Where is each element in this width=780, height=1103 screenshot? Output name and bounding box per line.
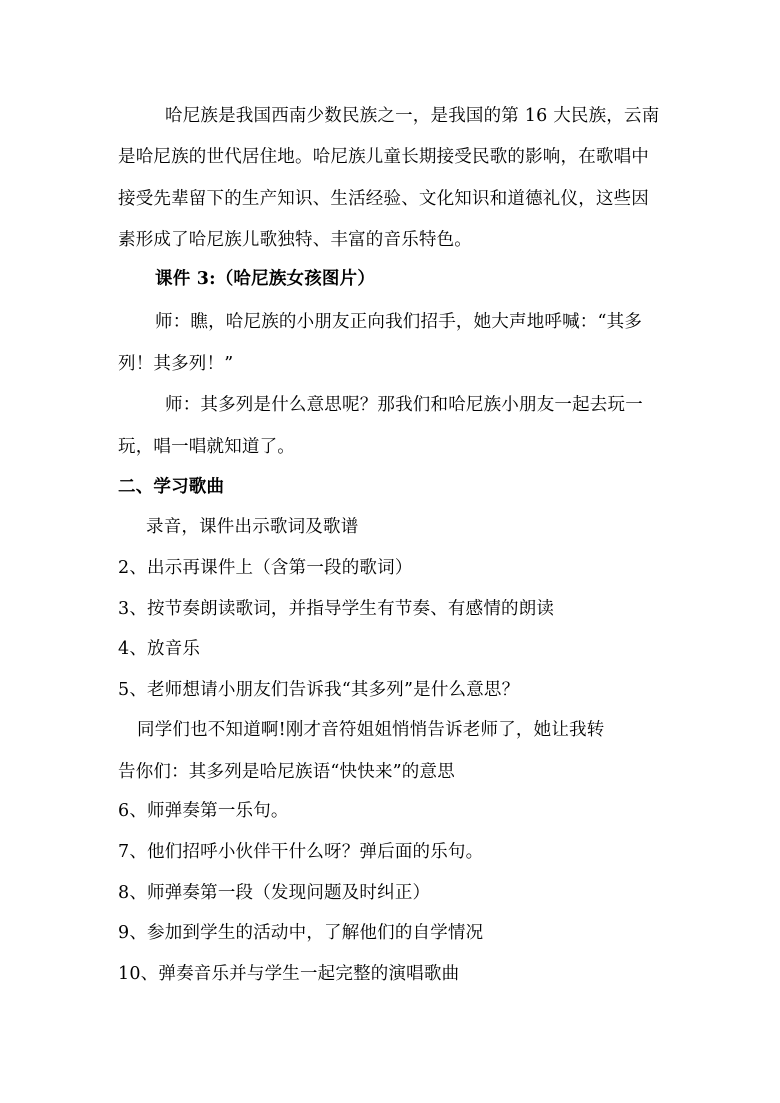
teacher-question-line-2: 玩，唱一唱就知道了。 xyxy=(118,437,295,457)
intro-line-2: 是哈尼族的世代居住地。哈尼族儿童长期接受民歌的影响，在歌唱中 xyxy=(118,147,649,167)
step-2: 2、出示再课件上（含第一段的歌词） xyxy=(118,558,413,578)
intro-line-3: 接受先辈留下的生产知识、生活经验、文化知识和道德礼仪，这些因 xyxy=(118,189,649,209)
courseware-heading: 课件 3:（哈尼族女孩图片） xyxy=(155,269,376,289)
intro-line-4: 素形成了哈尼族儿歌独特、丰富的音乐特色。 xyxy=(118,230,472,250)
step-8: 8、师弹奏第一段（发现问题及时纠正） xyxy=(118,883,431,903)
step-9: 9、参加到学生的活动中，了解他们的自学情况 xyxy=(118,923,484,943)
explanation-line-1: 同学们也不知道啊!刚才音符姐姐悄悄告诉老师了，她让我转 xyxy=(137,720,605,740)
step-4: 4、放音乐 xyxy=(118,639,201,659)
teacher-call-line-1: 师：瞧，哈尼族的小朋友正向我们招手，她大声地呼喊：“其多 xyxy=(155,312,643,332)
teacher-call-line-2: 列！其多列！” xyxy=(118,354,234,374)
step-10: 10、弹奏音乐并与学生一起完整的演唱歌曲 xyxy=(118,964,460,984)
step-6: 6、师弹奏第一乐句。 xyxy=(118,801,289,821)
recording-line: 录音，课件出示歌词及歌谱 xyxy=(146,517,359,537)
step-5: 5、老师想请小朋友们告诉我“其多列”是什么意思？ xyxy=(118,680,520,700)
explanation-line-2: 告你们：其多列是哈尼族语“快快来”的意思 xyxy=(118,762,455,782)
teacher-question-line-1: 师：其多列是什么意思呢？那我们和哈尼族小朋友一起去玩一 xyxy=(165,395,643,415)
intro-line-1: 哈尼族是我国西南少数民族之一，是我国的第 16 大民族，云南 xyxy=(165,106,660,126)
step-3: 3、按节奏朗读歌词，并指导学生有节奏、有感情的朗读 xyxy=(118,599,555,619)
step-7: 7、他们招呼小伙伴干什么呀？弹后面的乐句。 xyxy=(118,842,484,862)
section-heading: 二、学习歌曲 xyxy=(118,477,225,497)
